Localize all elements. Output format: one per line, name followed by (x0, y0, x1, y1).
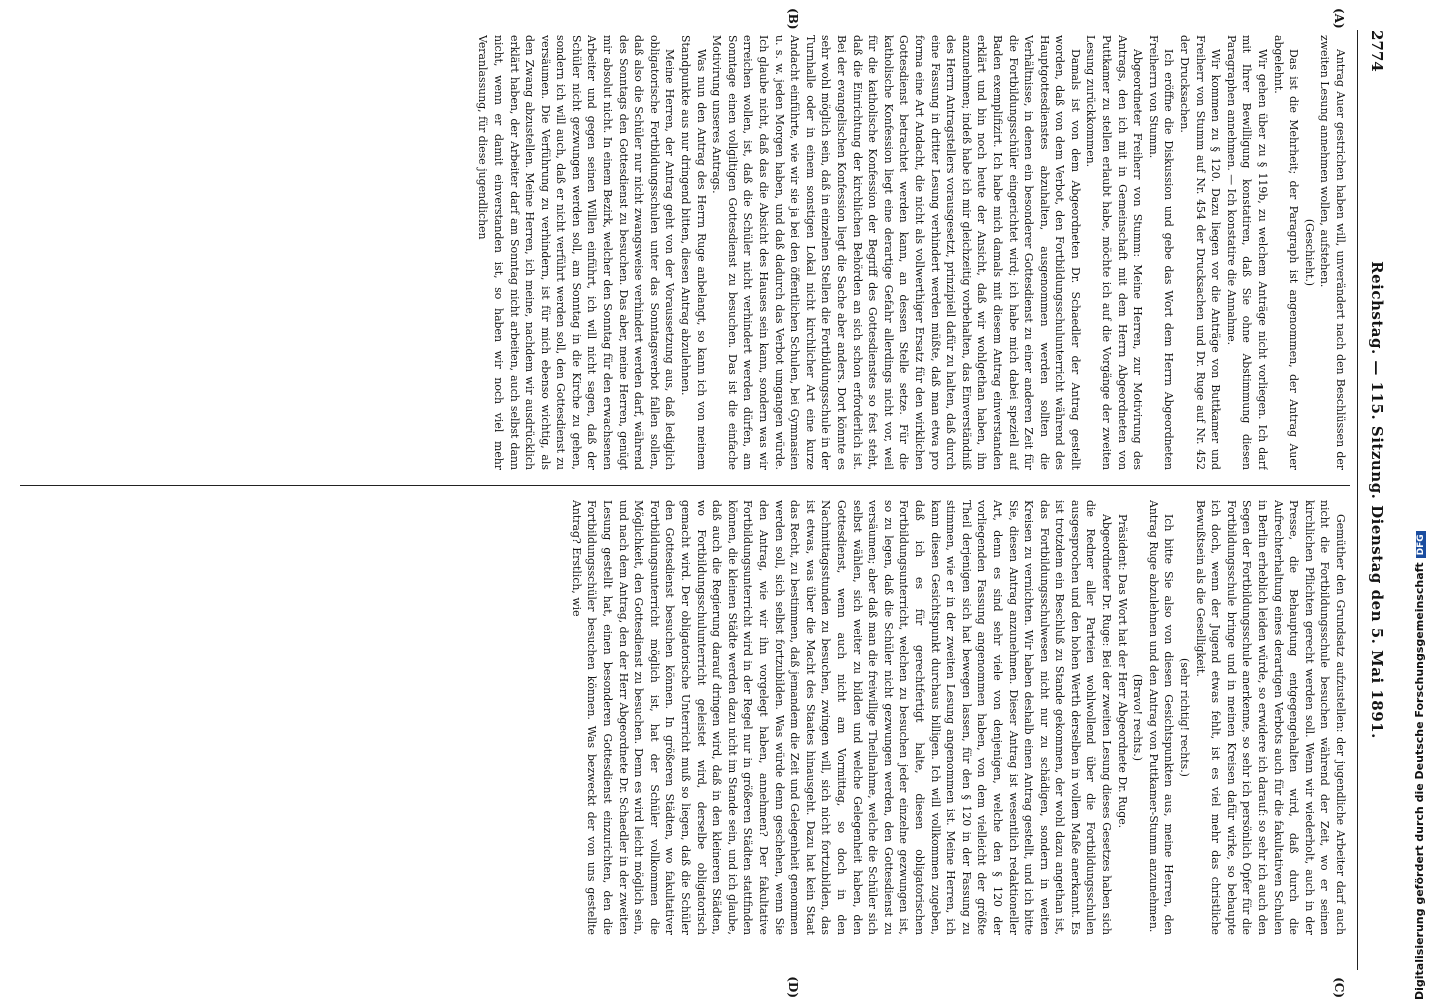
running-title: Reichstag. — 115. Sitzung. Dienstag den 5. Mai 1891. (1368, 261, 1386, 739)
header-rule (1357, 30, 1358, 970)
paragraph: Meine Herren, der Antrag geht von der Voraussetzung aus, daß lediglich obligatorische Fortbildungsschulen unter das Sonntagsverbot fallen sollen, daß also die Schüler nur nicht zwangsweise verhindert werden darf, während des Sonntags den Gottesdienst zu besuchen. Das aber, meine Herren, genügt mir absolut nicht. In einem Bezirk, welcher den Sonntag für den erwachsenen Arbeiter und gegen seinen Willen einführt, ich will nicht sagen, daß der Schüler nicht gezwungen werden soll, am Sonntag in die Kirche zu gehen, sondern ich will auch, daß er nicht verführt werden soll, den Gottesdienst zu versäumen. Die Verführung zu verhindern, ist für mich ebenso wichtig, als den Zwang abzustellen. Meine Herren, ich meine, nachdem wir ausdrücklich erklärt haben, der Arbeiter darf am Sonntag nicht arbeiten, auch selbst dann nicht, wenn er damit einverstanden ist, so haben wir noch viel mehr Veranlassung, für diese jugendlichen (476, 35, 677, 470)
right-column (20, 500, 1348, 935)
paragraph: Abgeordneter Dr. Ruge: Bei der zweiten Lesung dieses Gesetzes haben sich die Redner aller Parteien wohlwollend über die Fortbildungsschulen ausgesprochen und den hohen Werth derselben in vollem Maße anerkannt. Es ist trotzdem ein Beschluß zu Stande gekommen, der wohl dazu angethan ist, das Fortbildungsschulwesen nicht nur zu schädigen, sondern in weiten Kreisen zu vernichten. Wir haben deshalb einen Antrag gestellt, und ich bitte Sie, diesen Antrag anzunehmen. Dieser Antrag ist wesentlich redaktioneller Art, denn es sind sehr viele von denjenigen, welche den § 120 der vorliegenden Fassung angenommen haben, von dem vielleicht der größte Theil derjenigen sich hat bewegen lassen, für den § 120 in der Fassung zu stimmen, wie er in der zweiten Lesung angenommen ist. Meine Herren, ich kann diesen Gesichtspunkt durchaus billigen. Ich will vollkommen zugeben, daß ich es für gerechtfertigt halte, diesen obligatorischen Fortbildungsunterricht, welchen zu besuchen jeder einzelne gezwungen ist, so zu legen, daß die Schüler nicht gezwungen werden, den Gottesdienst zu versäumen; aber daß man die freiwillige Theilnahme, welche die Schüler sich selbst wählen, sich weiter zu bilden und welche Gelegenheit haben, den Gottesdienst, wenn auch nicht am Vormittag, so doch in den Nachmittagsstunden zu besuchen, zwingen will, sich nicht fortzubilden, das ist etwas, was über die Macht des Staates hinausgeht. Dazu hat kein Staat das Recht, zu bestimmen, daß jemandem die Zeit und Gelegenheit genommen werden soll, sich selbst fortzubilden. Was würde denn geschehen, wenn Sie den Antrag, wie wir ihn vorgelegt haben, annehmen? Der fakultative Fortbildungsunterricht wird in der Regel nur in größeren Städten stattfinden können, die kleinen Städte werden dazu nicht im Stande sein, und ich glaube, daß auch die Regierung darauf dringen wird, daß in den kleineren Städten, wo Fortbildungsschulunterricht geleistet wird, derselbe obligatorisch gemacht wird. Der obligatorische Unterricht muß so liegen, daß die Schüler den Gottesdienst besuchen können. In größeren Städten, wo fakultativer Fortbildungsunterricht möglich ist, hat der Schüler vollkommen die Möglichkeit, den Gottesdienst zu besuchen. Denn es wird leicht möglich sein, und nach dem Antrag, den der Herr Abgeordnete Dr. Schaedler in der zweiten Lesung gestellt hat, einen besonderen Gottesdienst einzurichten, den die Fortbildungsschüler besuchen können. Was bezweckt der von uns gestellte Antrag? Erstlich, wie (569, 500, 1114, 935)
paragraph: Antrag Auer gestrichen haben will, unverändert nach den Beschlüssen der zweiten Lesung annehmen wollen, aufstehen. (1318, 35, 1347, 470)
paragraph: (Geschieht.) (1302, 218, 1316, 287)
page-number: 2774 (1368, 30, 1386, 72)
paragraph: Das ist die Mehrheit; der Paragraph ist angenommen, der Antrag Auer abgelehnt. (1271, 35, 1301, 470)
paragraph: (Bravo! rechts.) (1131, 674, 1145, 761)
paragraph: Wir kommen zu § 120. Dazu liegen vor die Anträge von Buttkamer und Freiherr von Stumm auf Nr. 454 der Drucksachen und Dr. Ruge auf Nr. 452 der Drucksachen. (1178, 35, 1223, 470)
digitization-footer (1413, 10, 1426, 1000)
page-header (1362, 30, 1388, 970)
paragraph: Damals ist von dem Abgeordneten Dr. Schaedler der Antrag gestellt worden, daß von dem Verbot, den Fortbildungsschulunterricht während des Hauptgottesdienstes abzuhalten, ausgenommen werden sollten die Verhältnisse, in denen ein besonderer Gottesdienst zu einer anderen Zeit für die Fortbildungsschüler eingerichtet wird; ich habe mich dabei speziell auf Baden exemplifizirt. Ich habe mich damals mit diesem Antrag einverstanden erklärt und bin noch heute der Ansicht, daß wir wohlgethan haben, ihn anzunehmen; indeß habe ich mir gleichzeitig vorbehalten, das Einverständniß des Herrn Antragstellers vorausgesetzt, prinzipiell dafür zu halten, daß durch eine Fassung in dritter Lesung verhindert werden müßte, daß man etwa pro forma eine Art Andacht, die nicht als vollwerthiger Ersatz für den wirklichen Gottesdienst betrachtet werden kann, an dessen Stelle setze. Für die katholische Konfession liegt eine derartige Gefahr allerdings nicht vor, weil für die katholische Konfession der Begriff des Gottesdienstes so fest steht, daß die Einrichtung der kirchlichen Behörden an sich schon erforderlich ist. Bei der evangelischen Konfession liegt die Sache aber anders. Dort könnte es sehr wohl möglich sein, daß in einzelnen Stellen die Fortbildungsschule in der Turnhalle oder in einem sonstigen Lokal nicht kirchlicher Art eine kurze Andacht einführte, wie wir sie ja bei den öffentlichen Schulen, bei Gymnasien u. s. w. jeden Morgen haben, und daß dadurch das Verbot umgangen würde. Ich glaube nicht, daß das die Absicht des Hauses sein kann, sondern was wir erreichen wollen, ist, daß die Schüler nicht verhindert werden dürfen, am Sonntage einen vollgiltigen Gottesdienst zu besuchen. Das ist die einfache Motivirung unseres Antrags. (710, 35, 1082, 470)
paragraph: Ich bitte Sie also von diesen Gesichtspunkten aus, meine Herren, den Antrag Ruge abzulehnen und den Antrag von Puttkamer-Stumm anzunehmen. (1146, 500, 1176, 935)
left-column (20, 35, 1348, 470)
paragraph: Abgeordneter Freiherr von Stumm: Meine Herren, zur Motivirung des Antrags, den ich mit in Gemeinschaft mit dem Herrn Abgeordneten von Puttkamer zu stellen erlaubt habe, möchte ich auf die Vorgänge der zweiten Lesung zurückkommen. (1084, 35, 1145, 470)
dfg-logo: DFG (1416, 531, 1426, 558)
paragraph: Was nun den Antrag des Herrn Ruge anbelangt, so kann ich von meinem Standpunkte aus nur dringend bitten, diesen Antrag abzulehnen. (679, 35, 708, 470)
footer-text: Digitalisierung gefördert durch die Deutsche Forschungsgemeinschaft (1413, 562, 1426, 1000)
margin-marker-d: (D) (786, 976, 800, 998)
margin-marker-c: (C) (1332, 977, 1346, 998)
paragraph: Wir gehen über zu § 119b, zu welchem Anträge nicht vorliegen. Ich darf mit Ihrer Bewilligung konstatiren, daß Sie ohne Abstimmung diesen Paragraphen annehmen. — Ich konstatire die Annahme. (1224, 35, 1270, 470)
paragraph: Gemüther den Grundsatz aufzustellen: der jugendliche Arbeiter darf auch nicht die Fortbildungsschule besuchen während der Zeit, wo er seinen kirchlichen Pflichten gerecht werden soll. Wenn wir wiederholt, auch in der Presse, die Behauptung entgegengehalten wird, daß durch die Aufrechterhaltung eines derartigen Verbots auch für die fakultativen Schulen in Berlin erheblich leiden würde, so erwidere ich darauf: so sehr ich auch den Segen der Fortbildungsschule anerkenne, so sehr ich persönlich Opfer für die Fortbildungsschule bringe und in meinen Kreisen dafür wirke, so behaupte ich doch, wenn der Jugend etwas fehlt, ist es viel mehr das christliche Bewußtsein als die Geselligkeit. (1193, 500, 1347, 935)
paragraph: (sehr richtig! rechts.) (1178, 658, 1192, 777)
margin-marker-b: (B) (786, 8, 800, 30)
margin-marker-a: (A) (1332, 8, 1346, 29)
paragraph: Ich eröffne die Diskussion und gebe das Wort dem Herrn Abgeordneten Freiherrn von Stumm. (1146, 35, 1176, 470)
paragraph: Präsident: Das Wort hat der Herr Abgeordnete Dr. Ruge. (1115, 514, 1129, 829)
column-divider (20, 485, 1350, 486)
